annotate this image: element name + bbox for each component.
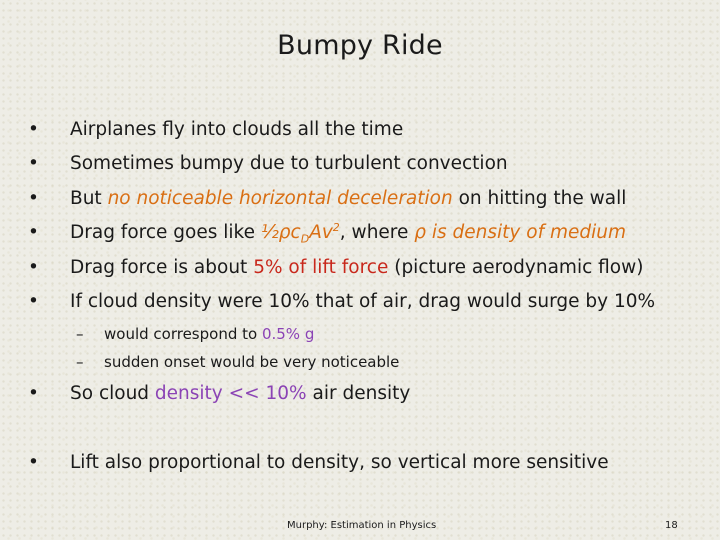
- subbullet-marker: –: [76, 353, 84, 371]
- subbullet-marker: –: [76, 325, 84, 343]
- bullet-marker: •: [28, 119, 39, 140]
- bullet-text: Lift also proportional to density, so vertical more sensitive: [70, 452, 609, 473]
- bullet-marker: •: [28, 452, 39, 473]
- bullet-marker: •: [28, 291, 39, 312]
- bullet-text: Drag force goes like $\frac{1}{2}\rho c_DAv^2$, where ρ is density of medium: [70, 220, 627, 246]
- page-number: 18: [665, 520, 678, 531]
- highlight-no-deceleration: no noticeable horizontal deceleration: [107, 188, 453, 209]
- highlight-rho-density: ρ is density of medium: [414, 222, 627, 243]
- subbullet-text: sudden onset would be very noticeable: [104, 353, 400, 371]
- highlight-half-percent-g: 0.5% g: [261, 325, 315, 343]
- slide-title: Bumpy Ride: [277, 30, 443, 61]
- footer-citation: Murphy: Estimation in Physics: [287, 520, 437, 531]
- highlight-density: density << 10%: [154, 383, 307, 404]
- bullet-text: But no noticeable horizontal deceleration on hitting the wall: [70, 188, 627, 209]
- bullet-marker: •: [28, 257, 39, 278]
- bullet-marker: •: [28, 153, 39, 174]
- bullet-marker: •: [28, 222, 39, 243]
- subbullet-text: would correspond to 0.5% g: [104, 325, 315, 343]
- drag-formula: $\frac{1}{2}\rho c_DAv^2$: [260, 220, 340, 246]
- bullet-text: Drag force is about 5% of lift force (picture aerodynamic flow): [70, 257, 644, 278]
- bullet-text: So cloud density << 10% air density: [70, 383, 411, 404]
- bullet-text: Sometimes bumpy due to turbulent convection: [70, 153, 508, 174]
- bullet-text: Airplanes fly into clouds all the time: [70, 119, 404, 140]
- bullet-marker: •: [28, 383, 39, 404]
- highlight-lift-percent: 5% of lift force: [253, 257, 389, 278]
- bullet-marker: •: [28, 188, 39, 209]
- bullet-text: If cloud density were 10% that of air, drag would surge by 10%: [70, 291, 656, 312]
